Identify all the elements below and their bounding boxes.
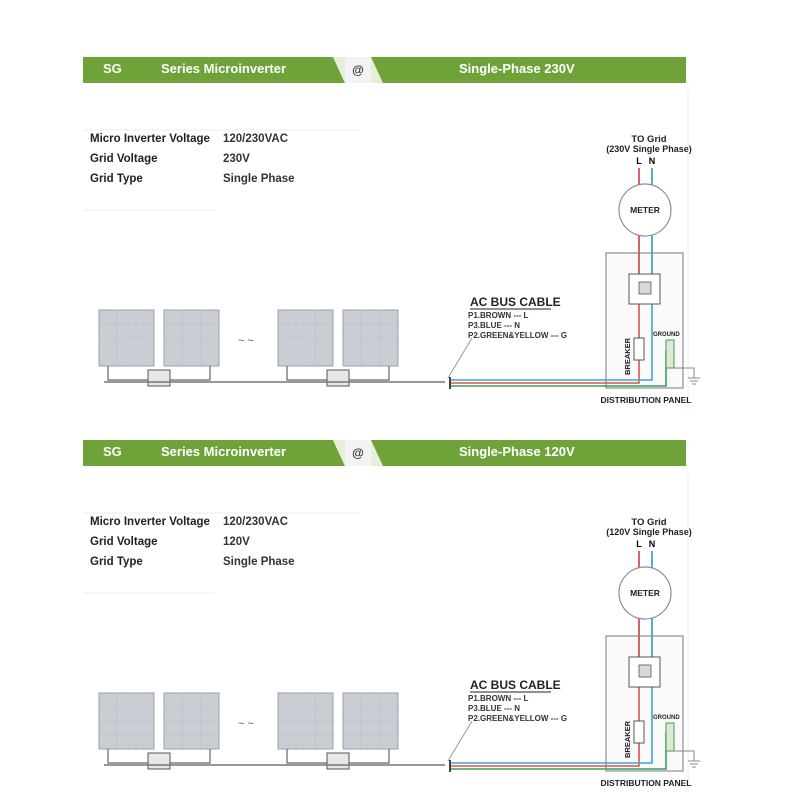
l-label: L (636, 539, 642, 549)
spec-label: Grid Type (90, 173, 143, 185)
ground-bar (666, 340, 674, 368)
series-label: Series Microinverter (161, 61, 287, 76)
diagram-120v (0, 383, 800, 788)
n-label: N (648, 156, 656, 166)
earth-icon (688, 761, 700, 767)
wiring-diagram (0, 383, 800, 803)
microinverter (148, 753, 170, 769)
breaker-label: BREAKER (623, 720, 632, 758)
l-label: L (636, 156, 642, 166)
brand-label: SG (103, 444, 122, 459)
spec-value: Single Phase (223, 556, 295, 568)
breaker-label: BREAKER (623, 337, 632, 375)
phase-label: Single-Phase 230V (459, 61, 575, 76)
spec-value: Single Phase (223, 173, 295, 185)
spec-label: Grid Voltage (90, 536, 158, 548)
cable-p1: P1.BROWN --- L (468, 694, 529, 703)
cable-title: AC BUS CABLE (470, 295, 561, 309)
spec-label: Micro Inverter Voltage (90, 133, 210, 145)
spec-value: 120/230VAC (223, 516, 288, 528)
ground-bar (666, 723, 674, 751)
grid-type-label: (230V Single Phase) (606, 144, 692, 154)
cable-p3: P3.BLUE --- N (468, 321, 520, 330)
to-grid-label: TO Grid (631, 134, 667, 145)
breaker (634, 721, 644, 743)
microinverter (327, 753, 349, 769)
cable-title: AC BUS CABLE (470, 678, 561, 692)
series-label: Series Microinverter (161, 444, 287, 459)
ground-label: GROUND (653, 332, 680, 338)
distribution-panel-label: DISTRIBUTION PANEL (600, 778, 692, 788)
at-symbol: @ (352, 63, 364, 77)
panel-ellipsis: ~ ~ (238, 718, 254, 730)
breaker (634, 338, 644, 360)
spec-label: Micro Inverter Voltage (90, 516, 210, 528)
meter-label: METER (630, 588, 660, 598)
phase-label: Single-Phase 120V (459, 444, 575, 459)
to-grid-label: TO Grid (631, 517, 667, 528)
cable-p1: P1.BROWN --- L (468, 311, 529, 320)
distribution-panel-label: DISTRIBUTION PANEL (600, 395, 692, 405)
meter-label: METER (630, 205, 660, 215)
grid-type-label: (120V Single Phase) (606, 527, 692, 537)
spec-label: Grid Type (90, 556, 143, 568)
brand-label: SG (103, 61, 122, 76)
ground-label: GROUND (653, 715, 680, 721)
cable-p3: P3.BLUE --- N (468, 704, 520, 713)
cable-p2: P2.GREEN&YELLOW --- G (468, 714, 568, 723)
panel-ellipsis: ~ ~ (238, 335, 254, 347)
spec-label: Grid Voltage (90, 153, 158, 165)
cable-p2: P2.GREEN&YELLOW --- G (468, 331, 568, 340)
spec-value: 120/230VAC (223, 133, 288, 145)
spec-value: 230V (223, 153, 250, 165)
at-symbol: @ (352, 446, 364, 460)
n-label: N (648, 539, 656, 549)
spec-value: 120V (223, 536, 250, 548)
